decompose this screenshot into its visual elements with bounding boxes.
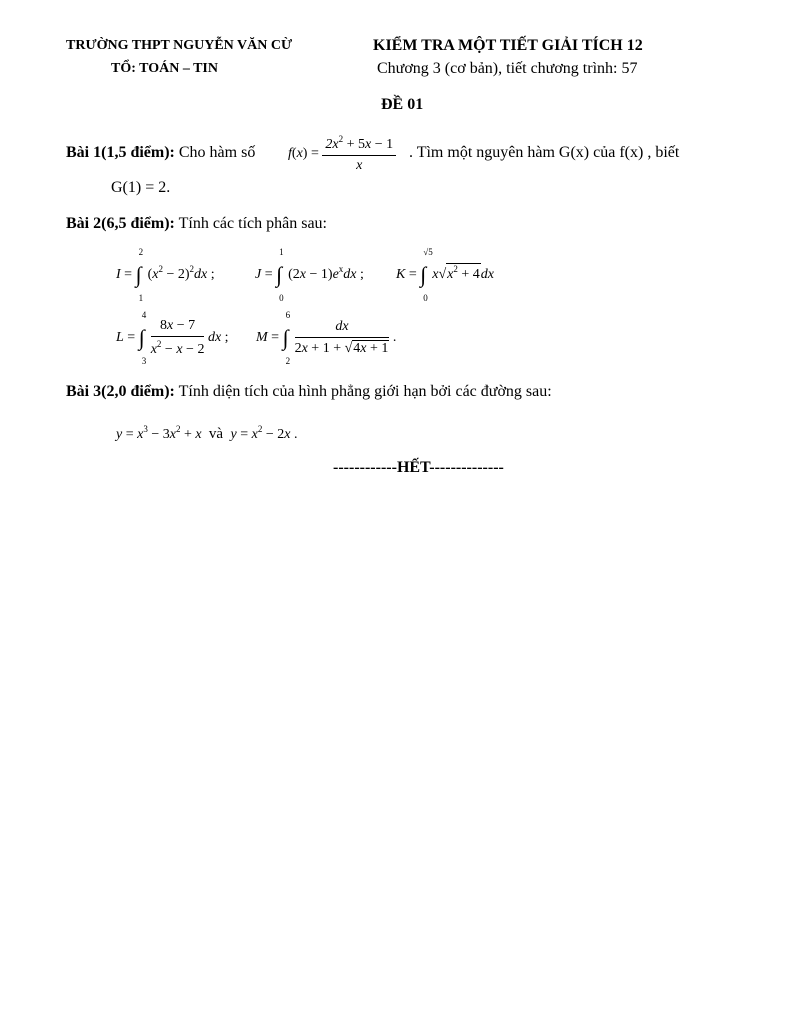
bai2-line xyxy=(66,215,327,233)
bai1-label: Bài 1(1,5 điểm): xyxy=(66,144,175,161)
integral-J: J = 1 ∫ 0 $(2x - 1)e^xdx$ ; xyxy=(255,247,364,303)
integral-I: I = 2 ∫ 1 $(x^2 - 2)^2dx$ ; xyxy=(116,247,215,303)
bai1-intro: Cho hàm số xyxy=(178,144,256,161)
integral-L: L = 4 ∫ 3 $\frac{8x - 7}{x^2 - x - 2}$ dx ; xyxy=(116,310,229,366)
school-name: TRƯỜNG THPT NGUYỄN VĂN CỪ xyxy=(66,38,293,53)
exam-code: ĐỀ 01 xyxy=(381,96,424,113)
bai2-intro: Tính các tích phân sau: xyxy=(178,215,327,232)
bai3-line xyxy=(66,383,552,401)
bai1-line xyxy=(66,144,255,162)
bai1-function-formula: f(x) = $\frac{2x^2 + 5x - 1}{x}$ xyxy=(288,134,396,174)
bai2-label: Bài 2(6,5 điểm): xyxy=(66,215,175,232)
exam-subtitle: Chương 3 (cơ bản), tiết chương trình: 57 xyxy=(377,60,638,77)
department-name: TỔ: TOÁN – TIN xyxy=(111,61,218,76)
bai3-label: Bài 3(2,0 điểm): xyxy=(66,383,175,400)
end-marker: ------------HẾT-------------- xyxy=(333,459,504,476)
exam-title: KIỂM TRA MỘT TIẾT GIẢI TÍCH 12 xyxy=(373,37,643,54)
integral-K: K = √5 ∫ 0 $x√x^2 + 4dx$ xyxy=(396,247,494,303)
bai3-connector: và xyxy=(208,426,224,442)
bai1-task: . Tìm một nguyên hàm G(x) của f(x) , biết xyxy=(409,144,680,161)
bai3-curves: $y = x^3 - 3x^2 + x$ và $y = x^2 - 2x$ . xyxy=(116,424,298,442)
bai3-intro: Tính diện tích của hình phẳng giới hạn bởi các đường sau: xyxy=(178,383,552,400)
integral-M: M = 6 ∫ 2 $\frac{dx}{2x + 1 + √4x + 1}$ . xyxy=(256,310,397,366)
bai1-condition: G(1) = 2. xyxy=(111,179,171,196)
